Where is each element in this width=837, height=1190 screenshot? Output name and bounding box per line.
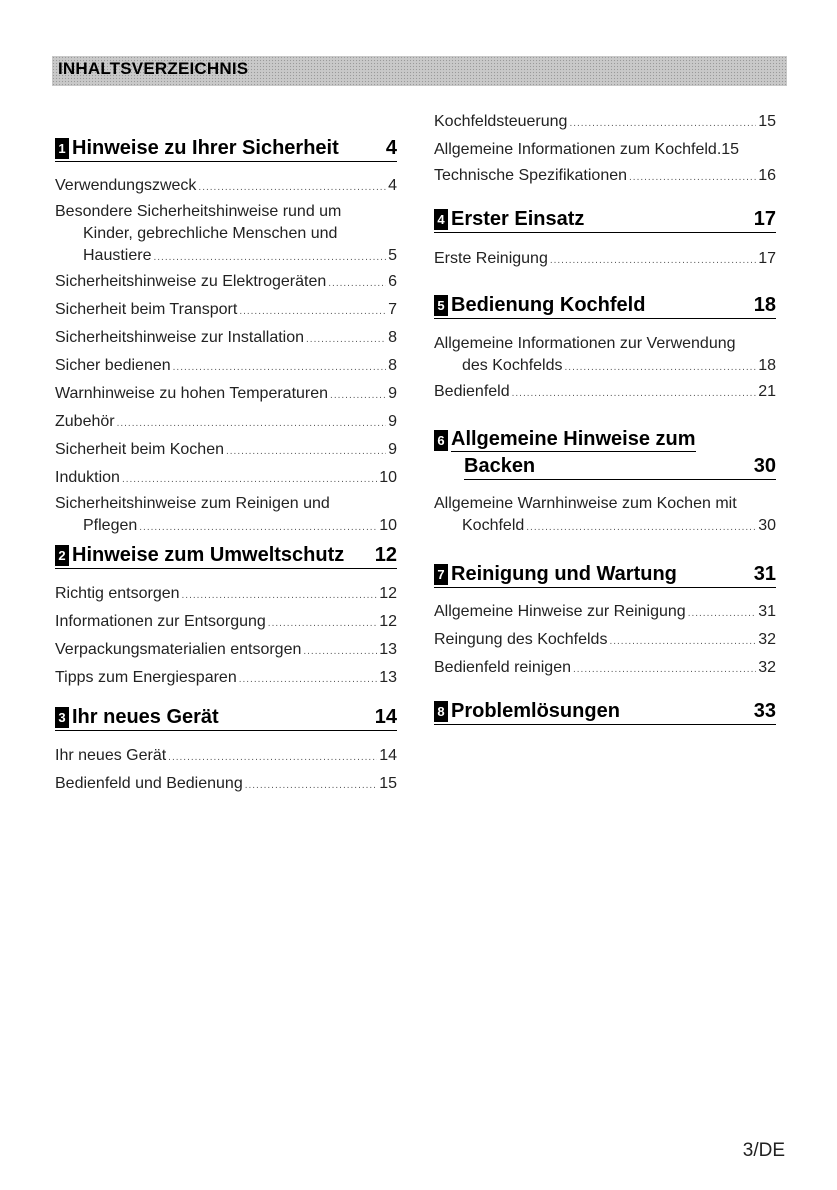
- toc-entry[interactable]: Ihr neues Gerät ..... 14: [55, 743, 397, 771]
- toc-section-7-heading[interactable]: [434, 563, 776, 588]
- section-page: 30: [753, 455, 776, 477]
- section-page: 18: [753, 294, 776, 316]
- toc-entry[interactable]: Allgemeine Informationen zum Kochfeld. 15: [434, 141, 740, 158]
- section-title: Problemlösungen: [451, 700, 620, 722]
- section-page: 33: [753, 700, 776, 722]
- toc-section-3-heading[interactable]: [55, 706, 397, 731]
- section-number-badge: 1: [55, 138, 69, 159]
- toc-entry[interactable]: Besondere Sicherheitshinweise rund um Kinder, gebrechliche Menschen und Haustiere ..... 5: [55, 201, 397, 269]
- toc-entry[interactable]: Bedienfeld ..... 21: [434, 379, 776, 407]
- toc-entry[interactable]: Richtig entsorgen ..... 12: [55, 581, 397, 609]
- toc-entry[interactable]: Warnhinweise zu hohen Temperaturen ..... 9: [55, 381, 397, 409]
- section-page: 12: [374, 544, 397, 566]
- toc-entry[interactable]: Bedienfeld und Bedienung ..... 15: [55, 771, 397, 799]
- toc-entry[interactable]: Allgemeine Informationen zur Verwendung des Kochfelds ..... 18: [434, 333, 776, 379]
- toc-entry[interactable]: Allgemeine Warnhinweise zum Kochen mit Kochfeld ..... 30: [434, 493, 776, 539]
- toc-entry[interactable]: Reingung des Kochfelds ..... 32: [434, 627, 776, 655]
- toc-entry[interactable]: Informationen zur Entsorgung ..... 12: [55, 609, 397, 637]
- toc-section-3-entries-right: [434, 109, 776, 191]
- section-title: Erster Einsatz: [451, 208, 585, 230]
- toc-title: INHALTSVERZEICHNIS: [58, 59, 249, 78]
- toc-section-7-entries: [434, 599, 776, 683]
- toc-entry[interactable]: Zubehör ..... 9: [55, 409, 397, 437]
- toc-entry[interactable]: Bedienfeld reinigen ..... 32: [434, 655, 776, 683]
- toc-section-2-heading[interactable]: [55, 544, 397, 569]
- section-number-badge: 4: [434, 209, 448, 230]
- section-number-badge: 5: [434, 295, 448, 316]
- toc-entry[interactable]: Sicherheit beim Transport ..... 7: [55, 297, 397, 325]
- section-page: 31: [753, 563, 776, 585]
- toc-entry[interactable]: Tipps zum Energiesparen ..... 13: [55, 665, 397, 693]
- section-number-badge: 8: [434, 701, 448, 722]
- toc-section-1-entries: [55, 173, 397, 539]
- toc-entry[interactable]: Sicherheitshinweise zu Elektrogeräten ..... 6: [55, 269, 397, 297]
- toc-section-1-heading[interactable]: [55, 137, 397, 162]
- section-title: Ihr neues Gerät: [72, 706, 219, 728]
- toc-entry[interactable]: Induktion ..... 10: [55, 465, 397, 493]
- section-title: Bedienung Kochfeld: [451, 294, 646, 316]
- toc-entry[interactable]: Sicher bedienen ..... 8: [55, 353, 397, 381]
- toc-entry[interactable]: Sicherheitshinweise zum Reinigen und Pflegen ..... 10: [55, 493, 397, 539]
- section-title: Reinigung und Wartung: [451, 563, 677, 585]
- section-title: Hinweise zum Umweltschutz: [72, 544, 345, 566]
- toc-section-3-entries-left: [55, 743, 397, 799]
- section-number-badge: 3: [55, 707, 69, 728]
- toc-section-5-heading[interactable]: [434, 294, 776, 319]
- section-number-badge: 7: [434, 564, 448, 585]
- toc-entry[interactable]: Sicherheit beim Kochen ..... 9: [55, 437, 397, 465]
- toc-section-4-heading[interactable]: [434, 208, 776, 233]
- section-page: 4: [385, 137, 397, 159]
- toc-entry[interactable]: Allgemeine Hinweise zur Reinigung ..... 31: [434, 599, 776, 627]
- toc-section-6-heading[interactable]: [434, 428, 776, 480]
- toc-entry[interactable]: Kochfeldsteuerung ..... 15: [434, 109, 776, 137]
- section-title: Hinweise zu Ihrer Sicherheit: [72, 137, 339, 159]
- toc-section-4-entries: [434, 246, 776, 274]
- page-number: 3/DE: [742, 1140, 785, 1161]
- toc-banner: [52, 56, 787, 86]
- section-page: 14: [374, 706, 397, 728]
- section-page: 17: [753, 208, 776, 230]
- toc-entry[interactable]: Sicherheitshinweise zur Installation ..... 8: [55, 325, 397, 353]
- toc-entry[interactable]: Erste Reinigung ..... 17: [434, 246, 776, 274]
- toc-section-8-heading[interactable]: [434, 700, 776, 725]
- section-number-badge: 6: [434, 430, 448, 451]
- section-title-line-1: Allgemeine Hinweise zum: [451, 428, 696, 450]
- toc-entry[interactable]: Technische Spezifikationen ..... 16: [434, 163, 776, 191]
- toc-entry[interactable]: Verpackungsmaterialien entsorgen ..... 13: [55, 637, 397, 665]
- section-title-line-2: Backen: [464, 455, 536, 477]
- toc-entry[interactable]: Verwendungszweck ..... 4: [55, 173, 397, 201]
- toc-section-6-entries: [434, 493, 776, 539]
- toc-section-2-entries: [55, 581, 397, 693]
- section-number-badge: 2: [55, 545, 69, 566]
- toc-section-5-entries: [434, 333, 776, 407]
